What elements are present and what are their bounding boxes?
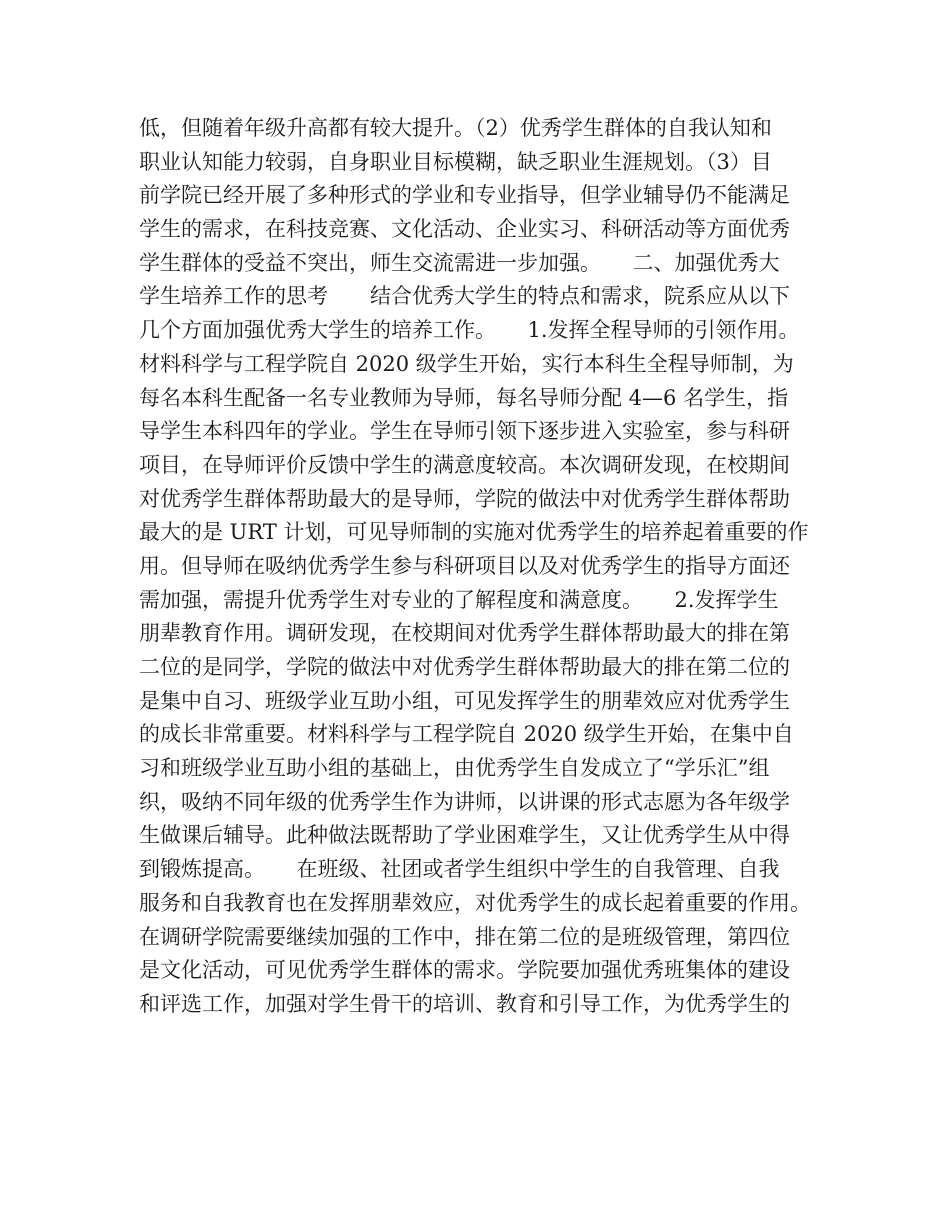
body-text — [139, 112, 839, 1022]
text-line: 习和班级学业互助小组的基础上，由优秀学生自发成立了“学乐汇”组 — [139, 756, 770, 781]
text-line: 学生培养工作的思考 结合优秀大学生的特点和需求，院系应从以下 — [139, 284, 790, 309]
text-line: 的成长非常重要。材料科学与工程学院自 2020 级学生开始，在集中自 — [139, 722, 794, 747]
text-line: 服务和自我教育也在发挥朋辈效应，对优秀学生的成长起着重要的作用。 — [139, 890, 811, 915]
text-line: 用。但导师在吸纳优秀学生参与科研项目以及对优秀学生的指导方面还 — [139, 553, 790, 578]
text-line: 到锻炼提高。 在班级、社团或者学生组织中学生的自我管理、自我 — [139, 857, 780, 882]
text-line: 几个方面加强优秀大学生的培养工作。 1.发挥全程导师的引领作用。 — [139, 318, 800, 343]
text-line: 对优秀学生群体帮助最大的是导师，学院的做法中对优秀学生群体帮助 — [139, 486, 790, 511]
text-line: 织，吸纳不同年级的优秀学生作为讲师，以讲课的形式志愿为各年级学 — [139, 789, 790, 814]
text-line: 朋辈教育作用。调研发现，在校期间对优秀学生群体帮助最大的排在第 — [139, 621, 790, 646]
text-line: 二位的是同学，学院的做法中对优秀学生群体帮助最大的排在第二位的 — [139, 655, 790, 679]
text-line: 学生群体的受益不突出，师生交流需进一步加强。 二、加强优秀大 — [139, 250, 780, 275]
text-line: 材料科学与工程学院自 2020 级学生开始，实行本科生全程导师制，为 — [139, 351, 794, 376]
text-line: 导学生本科四年的学业。学生在导师引领下逐步进入实验室，参与科研 — [139, 419, 790, 444]
text-line: 需加强，需提升优秀学生对专业的了解程度和满意度。 2.发挥学生 — [139, 587, 779, 612]
text-line: 学生的需求，在科技竞赛、文化活动、企业实习、科研活动等方面优秀 — [139, 217, 790, 242]
text-line: 在调研学院需要继续加强的工作中，排在第二位的是班级管理，第四位 — [139, 924, 790, 949]
text-line: 生做课后辅导。此种做法既帮助了学业困难学生，又让优秀学生从中得 — [139, 823, 790, 848]
text-line: 是集中自习、班级学业互助小组，可见发挥学生的朋辈效应对优秀学生 — [139, 688, 790, 713]
text-line: 前学院已经开展了多种形式的学业和专业指导，但学业辅导仍不能满足 — [139, 183, 790, 208]
text-line: 和评选工作，加强对学生骨干的培训、教育和引导工作，为优秀学生的 — [139, 991, 790, 1016]
text-line: 最大的是 URT 计划，可见导师制的实施对优秀学生的培养起着重要的作 — [139, 520, 809, 545]
text-line: 项目，在导师评价反馈中学生的满意度较高。本次调研发现，在校期间 — [139, 452, 790, 477]
text-line: 职业认知能力较弱，自身职业目标模糊，缺乏职业生涯规划。（3）目 — [139, 149, 772, 174]
text-line: 是文化活动，可见优秀学生群体的需求。学院要加强优秀班集体的建设 — [139, 958, 790, 983]
text-line: 低，但随着年级升高都有较大提升。（2）优秀学生群体的自我认知和 — [139, 116, 772, 140]
text-line: 每名本科生配备一名专业教师为导师，每名导师分配 4—6 名学生，指 — [139, 385, 789, 410]
